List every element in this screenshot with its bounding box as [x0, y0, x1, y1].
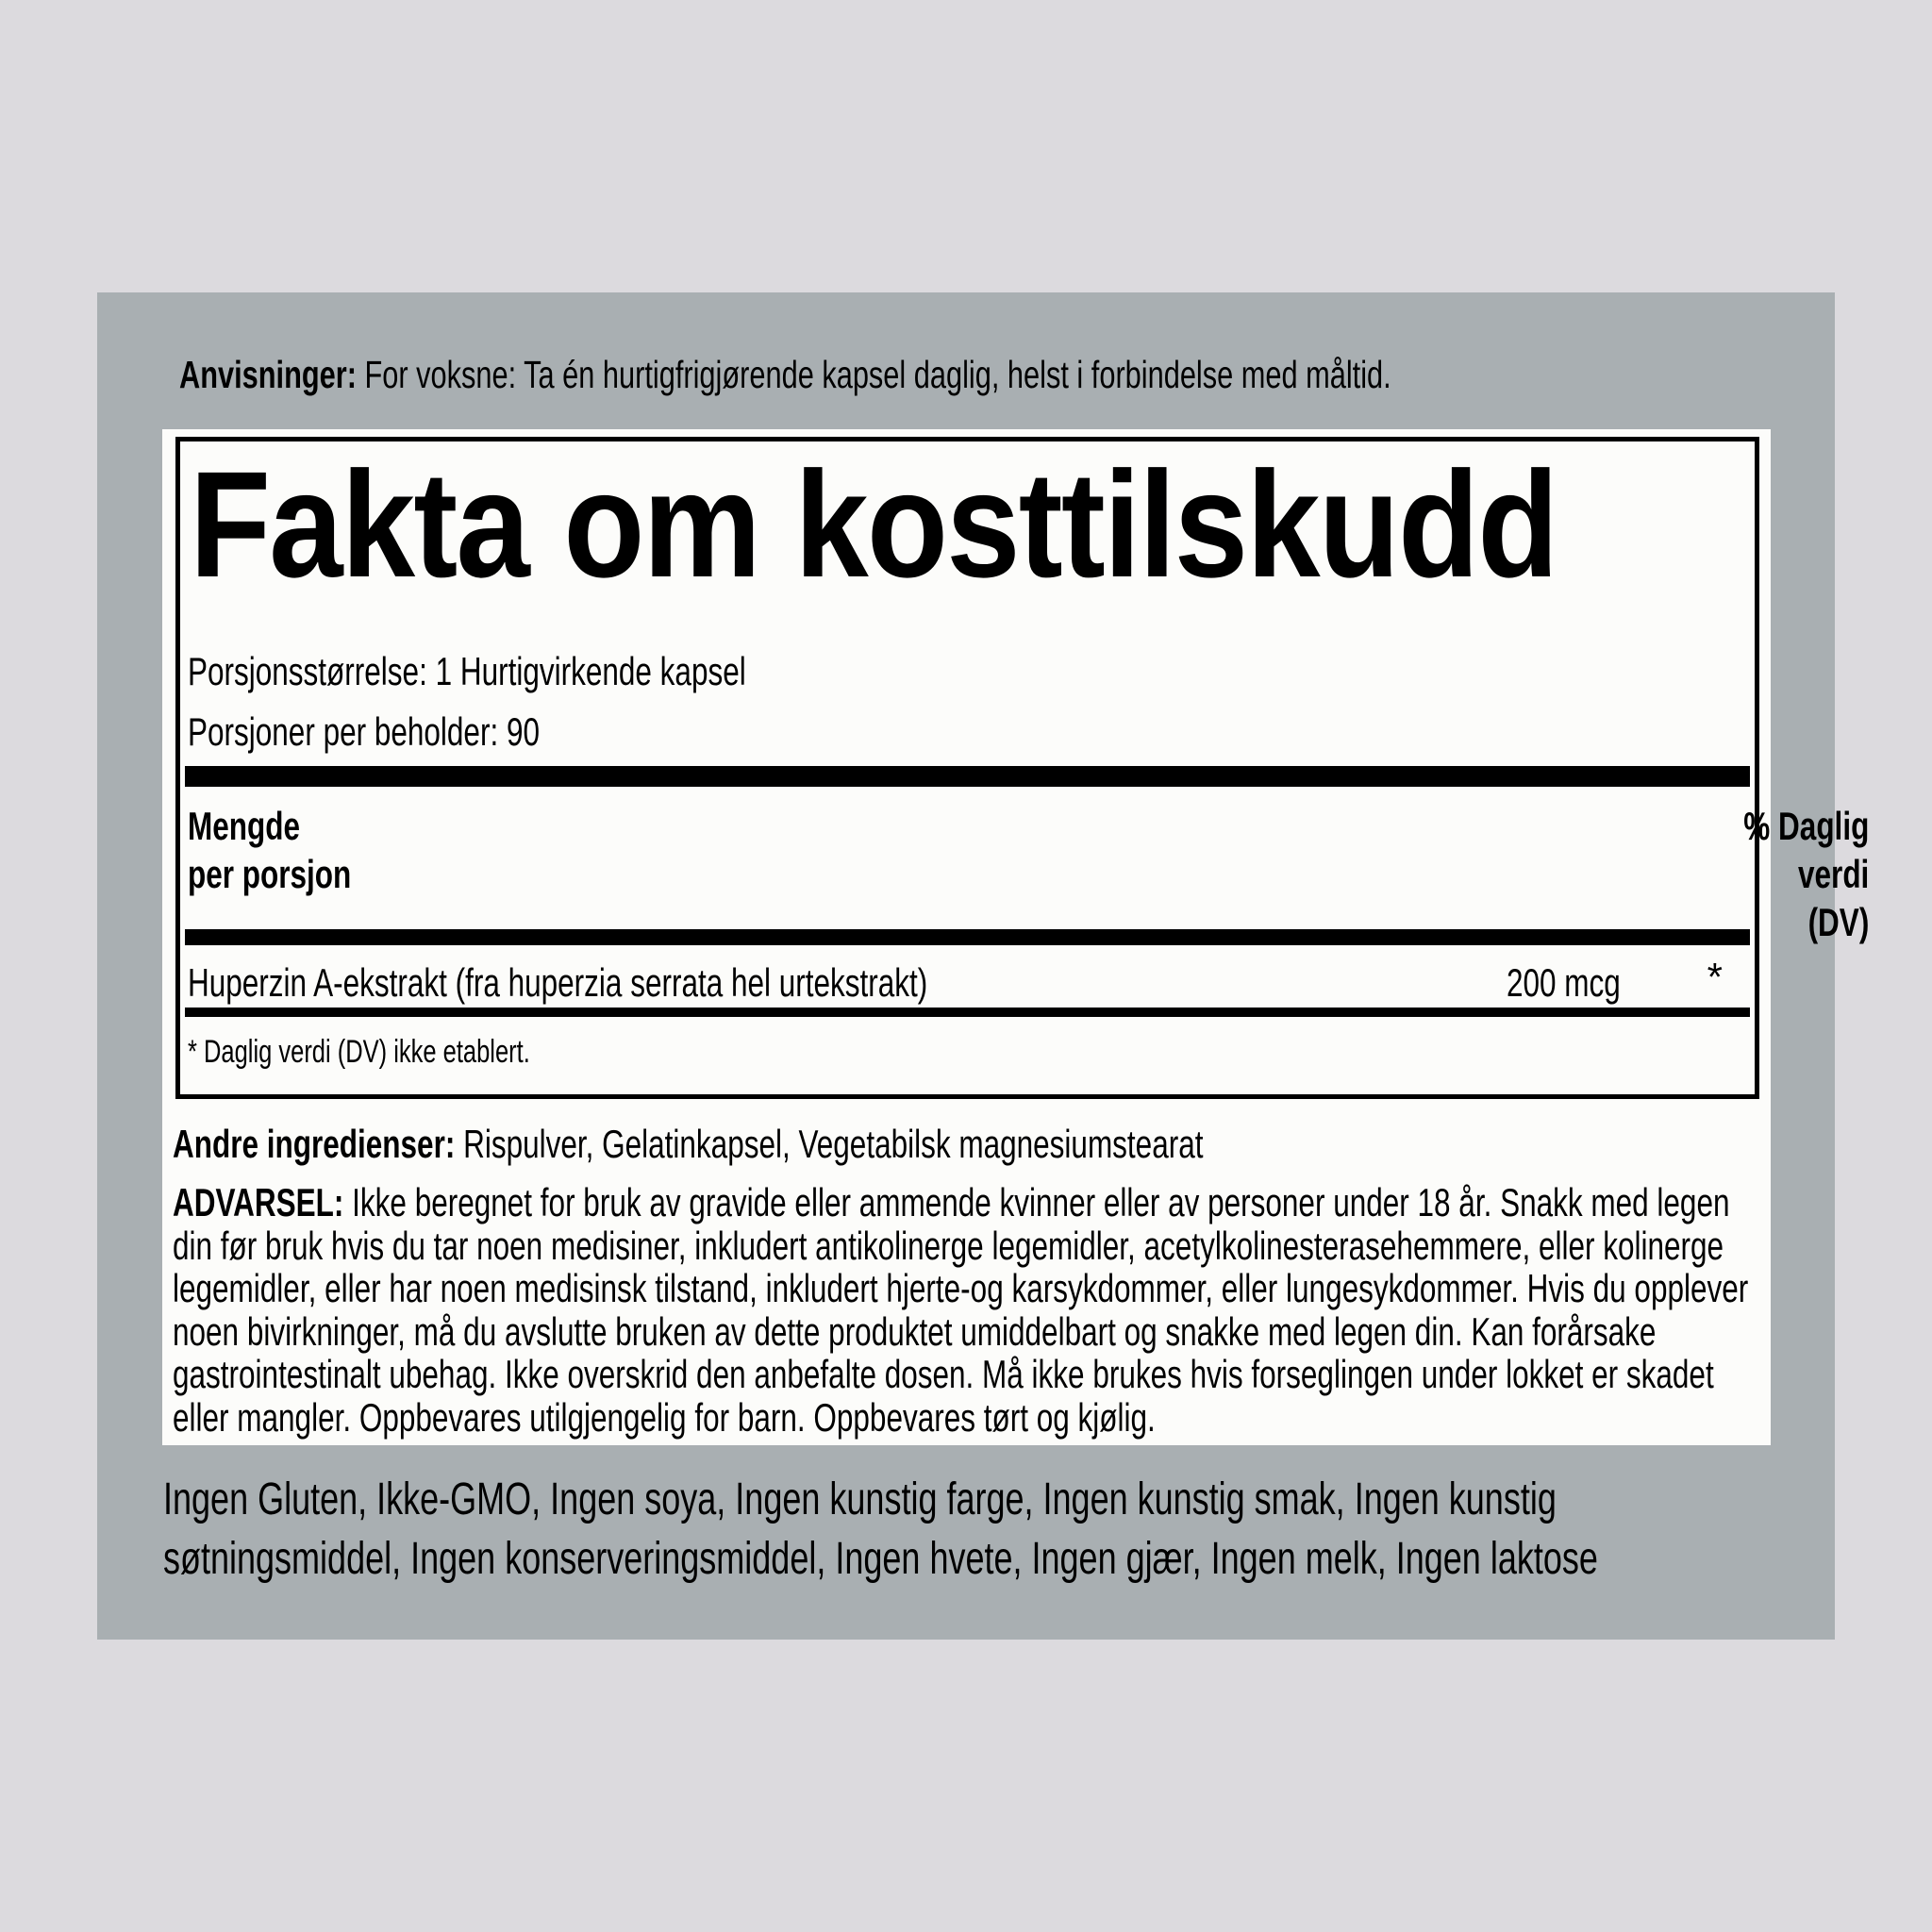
- ingredient-dv-asterisk: *: [1707, 955, 1723, 999]
- directions-text: [179, 351, 1783, 398]
- facts-title: Fakta om kosttilskudd: [190, 440, 1557, 608]
- amount-header-line2: per porsjon: [188, 852, 352, 896]
- ingredient-name: Huperzin A-ekstrakt (fra huperzia serrata hel urtekstrakt): [188, 960, 928, 1005]
- dv-header-line3: (DV): [1807, 900, 1870, 944]
- dv-header-line1: % Daglig: [1743, 804, 1870, 848]
- other-ingredients-text: Rispulver, Gelatinkapsel, Vegetabilsk magnesiumstearat: [463, 1122, 1204, 1166]
- warning-text: Ikke beregnet for bruk av gravide eller ammende kvinner eller av personer under 18 år. Snakk med legen din før bruk hvis du tar noen medisiner, inkludert antikolinerge legemidler, acetylkolinesterasehemmere, eller kolinerge legemidler, eller har noen medisinsk tilstand, inkludert hjerte-og karsykdommer, eller lungesykdommer. Hvis du opplever noen bivirkninger, må du avslutte bruken av dette produktet umiddelbart og snakke med legen din. Kan forårsake gastrointestinalt ubehag. Ikke overskrid den anbefalte dosen. Må ikke brukes hvis forseglingen under lokket er skadet eller mangler. Oppbevares utilgjengelig for barn. Oppbevares tørt og kjølig.: [173, 1180, 1749, 1440]
- warning-label: ADVARSEL:: [173, 1180, 344, 1224]
- dv-header-line2: verdi: [1798, 852, 1870, 896]
- supplement-facts-border-box: [175, 437, 1870, 1099]
- directions-label: Anvisninger:: [179, 353, 357, 396]
- daily-value-header: [1366, 802, 1870, 946]
- dv-footnote: * Daglig verdi (DV) ikke etablert.: [188, 1034, 530, 1070]
- supplement-facts-card: [162, 429, 1870, 1445]
- thin-divider-bottom: [185, 1008, 1750, 1017]
- thick-divider-middle: [185, 929, 1750, 945]
- directions-body: For voksne: Ta én hurtigfrigjørende kapsel daglig, helst i forbindelse med måltid.: [364, 353, 1391, 396]
- warning-paragraph: [173, 1181, 1761, 1439]
- serving-size-line: Porsjonsstørrelse: 1 Hurtigvirkende kapsel: [188, 649, 746, 693]
- allergen-free-statement: Ingen Gluten, Ikke-GMO, Ingen soya, Ingen kunstig farge, Ingen kunstig smak, Ingen kunstig søtningsmiddel, Ingen konserveringsmiddel, Ingen hvete, Ingen gjær, Ingen melk, Ingen laktose: [163, 1474, 1598, 1584]
- other-ingredients-line: [173, 1121, 1761, 1168]
- amount-header: [188, 802, 754, 898]
- thick-divider-top: [185, 766, 1750, 787]
- servings-per-container-line: Porsjoner per beholder: 90: [188, 709, 540, 754]
- amount-header-line1: Mengde: [188, 804, 301, 848]
- other-ingredients-label: Andre ingredienser:: [173, 1122, 456, 1166]
- label-panel: [97, 292, 1870, 1640]
- directions-line: [179, 351, 1783, 398]
- ingredient-amount: 200 mcg: [1507, 960, 1621, 1005]
